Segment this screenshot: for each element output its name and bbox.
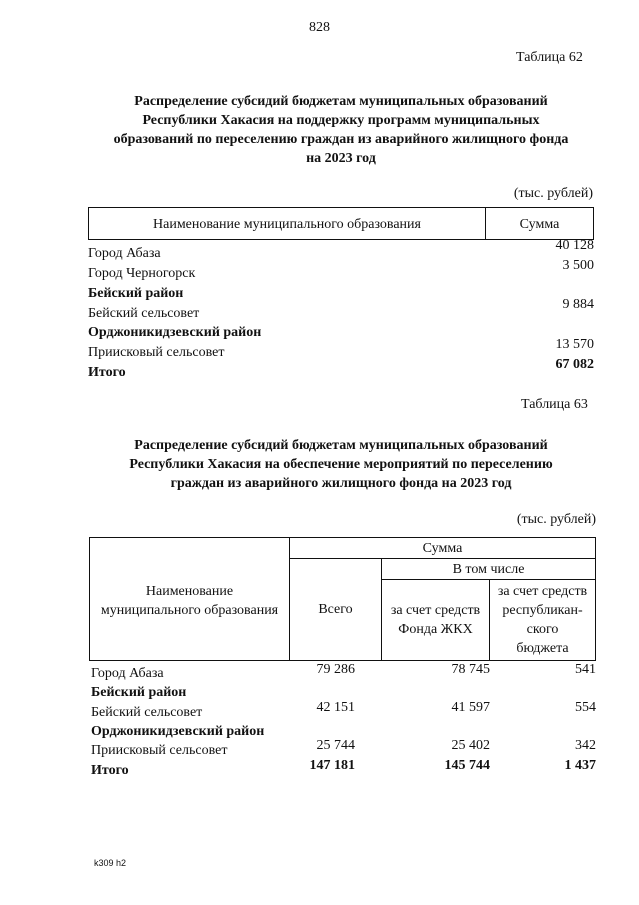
header-sum: Сумма bbox=[422, 541, 463, 556]
title-line: на 2023 год bbox=[306, 151, 376, 166]
table-row-name: Приисковый сельсовет bbox=[91, 743, 228, 758]
table-row-rep: 554 bbox=[575, 700, 596, 715]
table-row-name: Бейский сельсовет bbox=[88, 306, 200, 321]
table-62-unit: (тыс. рублей) bbox=[513, 186, 593, 201]
table-63-unit: (тыс. рублей) bbox=[516, 512, 596, 527]
header-incl: В том числе bbox=[452, 562, 525, 577]
header-name-line: муниципального образования bbox=[100, 603, 279, 618]
table-63-title bbox=[88, 436, 594, 493]
table-row-name: Орджоникидзевский район bbox=[88, 325, 262, 340]
table-row-total: 25 744 bbox=[316, 738, 355, 753]
page-number: 828 bbox=[309, 20, 330, 35]
title-line: Республики Хакасия на обеспечение мероприятий по переселению bbox=[129, 457, 553, 472]
header-fund-line: за счет средств bbox=[390, 603, 481, 618]
header-rep-line: бюджета bbox=[516, 641, 569, 656]
header-name bbox=[90, 582, 289, 620]
table-row-name: Приисковый сельсовет bbox=[88, 345, 225, 360]
table-row-fund: 41 597 bbox=[451, 700, 490, 715]
header-divider bbox=[382, 579, 595, 580]
title-line: Распределение субсидий бюджетам муниципальных образований bbox=[134, 94, 548, 109]
table-row-total: 42 151 bbox=[316, 700, 355, 715]
header-rep bbox=[490, 582, 595, 658]
table-row-fund: 25 402 bbox=[451, 738, 490, 753]
table-62-title bbox=[88, 92, 594, 168]
footer-code: k309 h2 bbox=[94, 858, 127, 868]
header-total: Всего bbox=[318, 602, 353, 617]
table-row-name: Итого bbox=[88, 365, 126, 380]
header-rep-line: республикан- bbox=[502, 603, 583, 618]
table-row-name: Город Абаза bbox=[88, 246, 161, 261]
table-row-fund: 145 744 bbox=[444, 758, 490, 773]
header-sum: Сумма bbox=[519, 217, 560, 232]
title-line: образований по переселению граждан из аварийного жилищного фонда bbox=[113, 132, 569, 147]
table-63-label: Таблица 63 bbox=[521, 397, 588, 412]
table-row-name: Бейский район bbox=[91, 685, 187, 700]
header-rep-line: ского bbox=[526, 622, 559, 637]
title-line: Распределение субсидий бюджетам муниципальных образований bbox=[134, 438, 548, 453]
table-62-label: Таблица 62 bbox=[516, 50, 583, 65]
header-fund bbox=[382, 601, 489, 639]
title-line: граждан из аварийного жилищного фонда на 2023 год bbox=[170, 476, 512, 491]
table-row-sum: 67 082 bbox=[555, 357, 594, 372]
table-62-header bbox=[88, 207, 594, 240]
table-row-rep: 342 bbox=[575, 738, 596, 753]
table-row-fund: 78 745 bbox=[451, 662, 490, 677]
header-fund-line: Фонда ЖКХ bbox=[398, 622, 473, 637]
table-row-name: Итого bbox=[91, 763, 129, 778]
header-name-line: Наименование bbox=[145, 584, 234, 599]
table-row-total: 79 286 bbox=[316, 662, 355, 677]
table-row-total: 147 181 bbox=[309, 758, 355, 773]
table-row-sum: 9 884 bbox=[562, 297, 594, 312]
table-row-name: Бейский район bbox=[88, 286, 184, 301]
title-line: Республики Хакасия на поддержку программ муниципальных bbox=[142, 113, 540, 128]
table-row-sum: 13 570 bbox=[555, 337, 594, 352]
table-row-rep: 541 bbox=[575, 662, 596, 677]
table-row-sum: 3 500 bbox=[562, 258, 594, 273]
header-rep-line: за счет средств bbox=[497, 584, 588, 599]
table-row-rep: 1 437 bbox=[564, 758, 596, 773]
table-63-header bbox=[89, 537, 596, 661]
header-name: Наименование муниципального образования bbox=[153, 217, 421, 232]
header-divider bbox=[290, 558, 595, 559]
table-row-name: Орджоникидзевский район bbox=[91, 724, 265, 739]
table-row-name: Город Абаза bbox=[91, 666, 164, 681]
table-row-sum: 40 128 bbox=[555, 238, 594, 253]
table-row-name: Бейский сельсовет bbox=[91, 705, 203, 720]
table-row-name: Город Черногорск bbox=[88, 266, 196, 281]
